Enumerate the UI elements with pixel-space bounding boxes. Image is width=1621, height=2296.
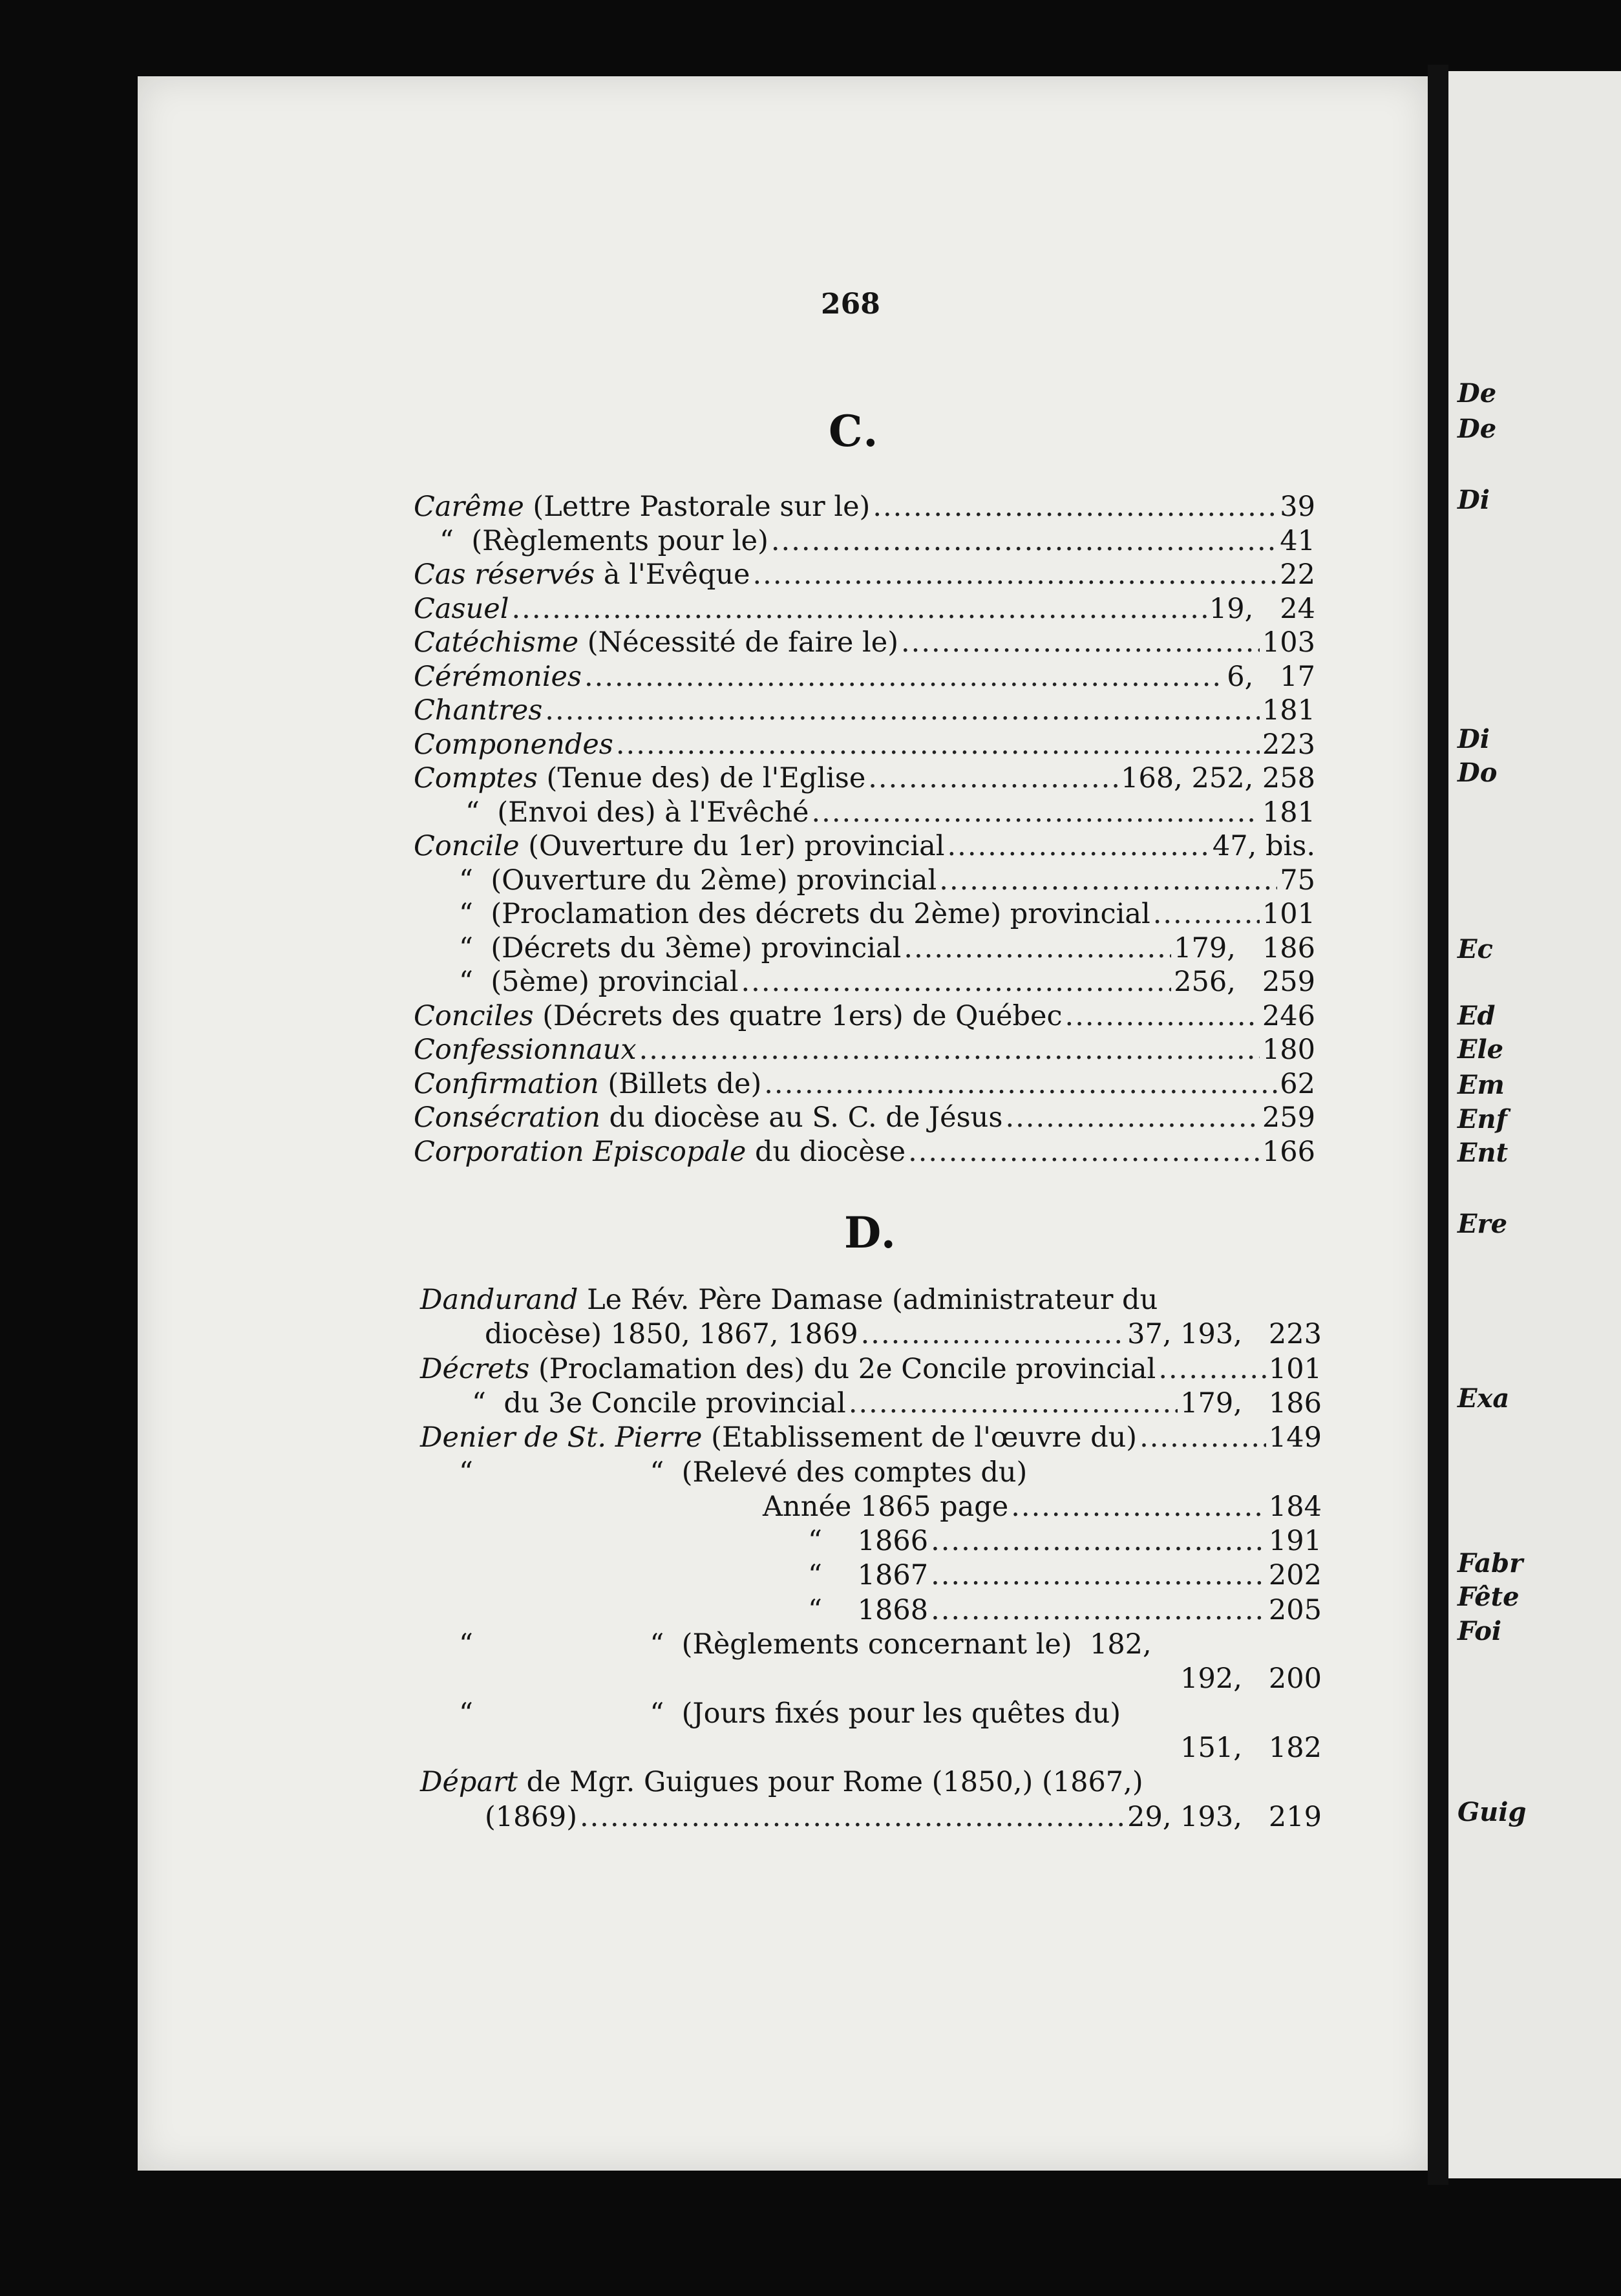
- dot-leader: [753, 558, 1278, 591]
- entry-text: à l'Evêque: [595, 558, 750, 591]
- index-entry: [414, 592, 1315, 626]
- entry-heading: Corporation Episcopale: [414, 1135, 747, 1168]
- page-references: 181: [1262, 694, 1315, 727]
- dot-leader: [908, 1135, 1260, 1169]
- index-entry: [420, 1558, 1322, 1592]
- index-entry: [420, 1593, 1322, 1627]
- index-entry: [420, 1731, 1322, 1765]
- dot-leader: [1153, 897, 1260, 931]
- index-entry: [414, 1033, 1315, 1067]
- page-references: 179, 186: [1174, 931, 1315, 964]
- dot-leader: [764, 1067, 1277, 1101]
- entry-heading: Confirmation: [414, 1067, 599, 1100]
- index-entry: [420, 1800, 1322, 1834]
- dot-leader: [639, 1033, 1260, 1067]
- index-entry: [414, 626, 1315, 659]
- dot-leader: [1158, 1352, 1266, 1386]
- page-references: 202: [1268, 1559, 1322, 1592]
- page-references: 168, 252, 258: [1121, 762, 1315, 794]
- page-references: 29, 193, 219: [1127, 1800, 1322, 1833]
- page-references: 180: [1262, 1034, 1315, 1066]
- entry-text: de Mgr. Guigues pour Rome (1850,) (1867,): [517, 1766, 1143, 1799]
- entry-text: “ (Ouverture du 2ème) provincial: [459, 864, 937, 897]
- page-references: 259: [1262, 1101, 1315, 1134]
- index-entry: [420, 1283, 1322, 1317]
- entry-text: “ 1867: [808, 1559, 929, 1592]
- adjacent-page-word: De: [1457, 414, 1497, 444]
- index-entry: [414, 761, 1315, 795]
- entry-heading: Cérémonies: [414, 660, 582, 693]
- adjacent-page-word: Fabr: [1457, 1548, 1523, 1578]
- index-entry: [414, 965, 1315, 999]
- dot-leader: [580, 1800, 1125, 1834]
- dot-leader: [616, 728, 1260, 761]
- entry-text: (Décrets des quatre 1ers) de Québec: [533, 999, 1063, 1032]
- adjacent-page-fragment: [1448, 71, 1621, 2178]
- dot-leader: [741, 965, 1172, 999]
- adjacent-page-word: Fête: [1457, 1582, 1520, 1612]
- index-entry: [414, 897, 1315, 931]
- entry-heading: Concile: [414, 830, 520, 862]
- dot-leader: [901, 626, 1260, 659]
- page-references: 103: [1262, 626, 1315, 659]
- adjacent-page-word: Exa: [1457, 1383, 1510, 1414]
- entry-text: “ 1868: [808, 1593, 929, 1626]
- dot-leader: [812, 796, 1260, 829]
- entry-text: (1869): [485, 1800, 577, 1833]
- entry-heading: Décrets: [420, 1352, 530, 1385]
- entry-text: (Nécessité de faire le): [578, 626, 899, 659]
- page-references: 256, 259: [1174, 966, 1315, 998]
- dot-leader: [868, 761, 1118, 795]
- index-entry: [414, 694, 1315, 727]
- index-entry: [414, 490, 1315, 524]
- entry-text: “ (5ème) provincial: [459, 966, 739, 998]
- entry-heading: Chantres: [414, 694, 543, 727]
- entry-text: “ “ (Jours fixés pour les quêtes du): [459, 1697, 1121, 1730]
- entry-heading: Componendes: [414, 728, 613, 761]
- adjacent-page-word: Ere: [1457, 1209, 1508, 1239]
- entry-text: “ (Décrets du 3ème) provincial: [459, 931, 902, 964]
- index-entry: [420, 1662, 1322, 1695]
- adjacent-page-word: Ele: [1457, 1034, 1504, 1065]
- dot-leader: [873, 490, 1277, 524]
- dot-leader: [545, 694, 1260, 727]
- index-entry: [414, 1067, 1315, 1101]
- page-number: 268: [821, 288, 880, 321]
- adjacent-page-word: De: [1457, 378, 1497, 409]
- page-references: 37, 193, 223: [1127, 1318, 1322, 1351]
- index-entry: [420, 1387, 1322, 1420]
- adjacent-page-word: Guig: [1457, 1797, 1527, 1827]
- section-heading-d: D.: [844, 1207, 897, 1258]
- entry-heading: Casuel: [414, 592, 509, 625]
- page-references: 149: [1268, 1421, 1322, 1454]
- index-entry: [420, 1628, 1322, 1661]
- entry-heading: Comptes: [414, 762, 538, 794]
- dot-leader: [771, 524, 1277, 558]
- dot-leader: [939, 864, 1277, 897]
- page-references: 181: [1262, 796, 1315, 829]
- index-entry: [414, 558, 1315, 591]
- entry-text: du diocèse: [746, 1135, 906, 1168]
- adjacent-page-word: Em: [1457, 1070, 1505, 1100]
- page-references: 22: [1280, 558, 1315, 591]
- page-references: 101: [1262, 898, 1315, 930]
- dot-leader: [849, 1387, 1178, 1420]
- entry-text: “ (Envoi des) à l'Evêché: [465, 796, 809, 829]
- index-entry: [414, 864, 1315, 897]
- dot-leader: [1139, 1421, 1266, 1454]
- entry-text: (Tenue des) de l'Eglise: [537, 762, 866, 794]
- page-references: 41: [1280, 524, 1315, 557]
- entry-text: Année 1865 page: [763, 1490, 1009, 1523]
- dot-leader: [948, 829, 1210, 863]
- entry-text: “ “ (Relevé des comptes du): [459, 1456, 1028, 1489]
- entry-heading: Consécration: [414, 1101, 600, 1134]
- page-references: 151, 182: [1180, 1731, 1322, 1764]
- page-references: 75: [1280, 864, 1315, 897]
- index-entry: [420, 1317, 1322, 1351]
- adjacent-page-word: Enf: [1457, 1104, 1507, 1134]
- entry-text: (Billets de): [599, 1067, 762, 1100]
- entry-text: “ 1866: [808, 1525, 929, 1558]
- entry-text: diocèse) 1850, 1867, 1869: [485, 1318, 858, 1351]
- index-entry: [420, 1524, 1322, 1558]
- book-spine: [1428, 65, 1448, 2185]
- entry-text: “ (Règlements pour le): [440, 524, 768, 557]
- entry-heading: Carême: [414, 491, 524, 523]
- index-entry: [414, 829, 1315, 863]
- page-references: 39: [1280, 491, 1315, 523]
- adjacent-page-word: Ent: [1457, 1138, 1509, 1168]
- entry-heading: Conciles: [414, 999, 534, 1032]
- adjacent-page-word: Do: [1457, 758, 1498, 788]
- entry-text: du diocèse au S. C. de Jésus: [600, 1101, 1003, 1134]
- adjacent-page-word: Di: [1457, 485, 1490, 515]
- index-entry: [420, 1421, 1322, 1454]
- entry-heading: Denier de St. Pierre: [420, 1421, 703, 1454]
- page-references: 223: [1262, 728, 1315, 761]
- page-references: 101: [1268, 1352, 1322, 1385]
- adjacent-page-word: Di: [1457, 724, 1490, 754]
- page-references: 62: [1280, 1067, 1315, 1100]
- index-entry: [414, 1101, 1315, 1134]
- page-references: 179, 186: [1180, 1387, 1322, 1419]
- dot-leader: [861, 1317, 1125, 1351]
- entry-heading: Dandurand: [420, 1284, 578, 1316]
- entry-text: “ du 3e Concile provincial: [472, 1387, 846, 1419]
- entry-heading: Cas réservés: [414, 558, 595, 591]
- dot-leader: [931, 1524, 1266, 1558]
- dot-leader: [584, 660, 1224, 694]
- index-entry: [414, 728, 1315, 761]
- page-references: 192, 200: [1180, 1663, 1322, 1695]
- section-heading-c: C.: [829, 406, 880, 456]
- adjacent-page-word: Foi: [1457, 1616, 1502, 1646]
- entry-text: “ “ (Règlements concernant le) 182,: [459, 1628, 1152, 1661]
- index-entry: [414, 796, 1315, 829]
- dot-leader: [1011, 1490, 1266, 1524]
- entry-text: (Proclamation des) du 2e Concile provincial: [529, 1352, 1156, 1385]
- index-entry: [414, 524, 1315, 558]
- dot-leader: [1005, 1101, 1259, 1134]
- index-entry: [414, 660, 1315, 694]
- index-entry: [420, 1765, 1322, 1799]
- page-references: 6, 17: [1227, 660, 1315, 693]
- page-references: 205: [1268, 1593, 1322, 1626]
- entry-text: Le Rév. Père Damase (administrateur du: [578, 1284, 1158, 1316]
- page-references: 246: [1262, 999, 1315, 1032]
- page-references: 184: [1268, 1490, 1322, 1523]
- index-entry: [420, 1456, 1322, 1489]
- index-entry: [420, 1352, 1322, 1386]
- dot-leader: [512, 592, 1207, 626]
- index-entry: [414, 999, 1315, 1033]
- dot-leader: [931, 1593, 1266, 1627]
- entry-heading: Catéchisme: [414, 626, 579, 659]
- adjacent-page-word: Ec: [1457, 934, 1493, 964]
- page-references: 47, bis.: [1212, 830, 1315, 862]
- dot-leader: [904, 931, 1171, 965]
- dot-leader: [931, 1558, 1266, 1592]
- page-references: 166: [1262, 1135, 1315, 1168]
- index-entry: [414, 1135, 1315, 1169]
- index-entry: [414, 931, 1315, 965]
- page-references: 19, 24: [1209, 592, 1315, 625]
- entry-heading: Départ: [420, 1766, 518, 1799]
- entry-text: (Etablissement de l'œuvre du): [702, 1421, 1138, 1454]
- entry-text: “ (Proclamation des décrets du 2ème) provincial: [459, 898, 1150, 930]
- entry-text: (Lettre Pastorale sur le): [524, 491, 871, 523]
- adjacent-page-word: Ed: [1457, 1001, 1496, 1031]
- dot-leader: [1065, 999, 1260, 1033]
- page-references: 191: [1268, 1525, 1322, 1558]
- entry-heading: Confessionnaux: [414, 1034, 637, 1066]
- index-entry: [420, 1490, 1322, 1524]
- index-entry: [420, 1697, 1322, 1730]
- entry-text: (Ouverture du 1er) provincial: [519, 830, 945, 862]
